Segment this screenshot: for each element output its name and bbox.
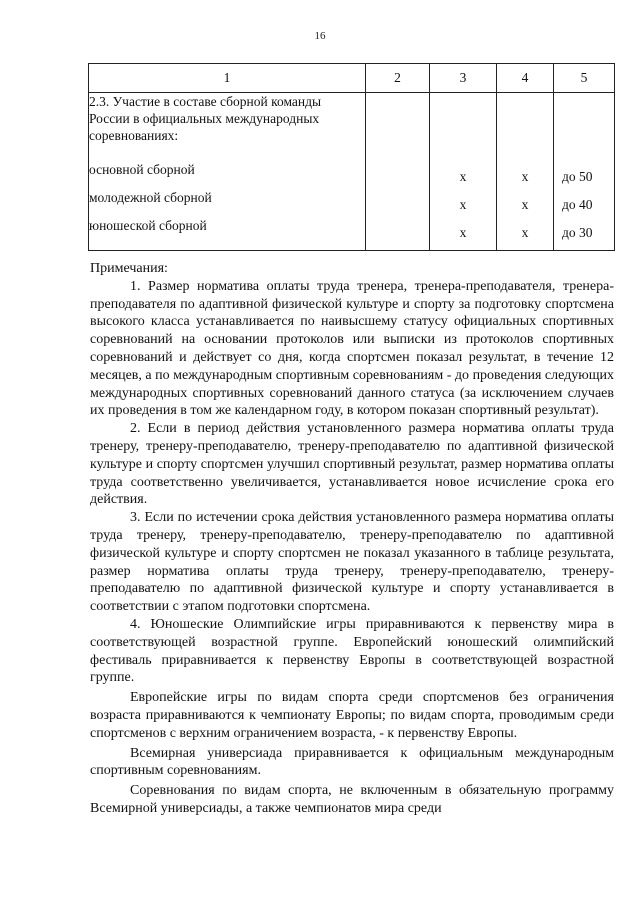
note-paragraph: 1. Размер норматива оплаты труда тренера, тренера-преподавателя, тренера-преподавателя по адаптивной физической культуре и спорту за подготовку спортсмена высокого класса устанавливается по наивысшему статусу официальных спортивных соревнований на основании протоколов или выписки из протоколов спортивных соревнований и действует со дня, когда спортсмен показал результат, в течение 12 месяцев, а по международным спортивным соревнованиям - до проведения следующих международных спортивных соревнований данного статуса (за исключением случаев их проведения в том же календарном году, в котором показан спортивный результат).	[90, 278, 614, 419]
column-2-cell	[366, 93, 430, 251]
note-paragraph: 4. Юношеские Олимпийские игры приравниваются к первенству мира в соответствующей возрастной группе. Европейский юношеский олимпийский фестиваль приравнивается к первенству Европы в соответствующей возрастной группе.	[90, 616, 614, 686]
table-header-row	[89, 64, 615, 93]
cell-value: х	[459, 169, 467, 184]
cell-value	[366, 222, 429, 250]
column-header: 5	[554, 64, 615, 93]
column-4-cell	[497, 93, 554, 251]
cell-value	[366, 166, 429, 194]
column-3-cell	[430, 93, 497, 251]
column-5-cell	[554, 93, 615, 251]
page-number: 16	[314, 30, 326, 42]
note-paragraph: 2. Если в период действия установленного размера норматива оплаты труда тренеру, тренеру-преподавателю, тренеру-преподавателю по адаптивной физической культуре и спорту спортсмен улучшил спортивный результат, размер норматива оплаты труда соответственно увеличивается, устанавливается новое исчисление срока его действия.	[90, 421, 614, 508]
row-label: основной сборной	[89, 162, 195, 177]
cell-value: до 40	[562, 197, 593, 212]
cell-value: до 30	[562, 225, 593, 240]
cell-value: х	[521, 197, 529, 212]
cell-value: х	[459, 225, 467, 240]
cell-value: х	[521, 169, 529, 184]
notes-title: Примечания:	[90, 261, 168, 276]
cell-value: х	[459, 197, 467, 212]
rates-table	[88, 63, 615, 251]
note-paragraph: Соревнования по видам спорта, не включенным в обязательную программу Всемирной универсиады, а также чемпионатов мира среди	[90, 783, 614, 816]
column-header: 1	[89, 64, 366, 93]
column-header: 2	[366, 64, 430, 93]
cell-value	[366, 194, 429, 222]
category-heading: 2.3. Участие в составе сборной команды России в официальных международных соревнованиях:	[89, 94, 322, 143]
note-paragraph: Всемирная универсиада приравнивается к официальным международным спортивным соревнованиям.	[90, 745, 614, 779]
cell-value: х	[521, 225, 529, 240]
category-cell	[89, 93, 366, 251]
column-header: 3	[430, 64, 497, 93]
note-paragraph: Европейские игры по видам спорта среди спортсменов без ограничения возраста приравниваются к чемпионату Европы; по видам спорта, проводимым среди спортсменов с верхним ограничением возраста, - к первенству Европы.	[90, 690, 614, 741]
cell-value: до 50	[562, 169, 593, 184]
table-row	[89, 93, 615, 251]
note-paragraph: 3. Если по истечении срока действия установленного размера норматива оплаты труда тренеру, тренеру-преподавателю, тренеру-преподавателю по адаптивной физической культуре и спорту спортсмен не показал указанного в таблице результата, размер норматива оплаты труда тренеру, тренеру-преподавателю, тренеру-преподавателю по адаптивной физической культуре и спорту устанавливается в соответствии с этапом подготовки спортсмена.	[90, 510, 614, 615]
column-header: 4	[497, 64, 554, 93]
row-label: молодежной сборной	[89, 190, 212, 205]
row-label: юношеской сборной	[89, 218, 207, 233]
notes-section	[90, 260, 614, 818]
